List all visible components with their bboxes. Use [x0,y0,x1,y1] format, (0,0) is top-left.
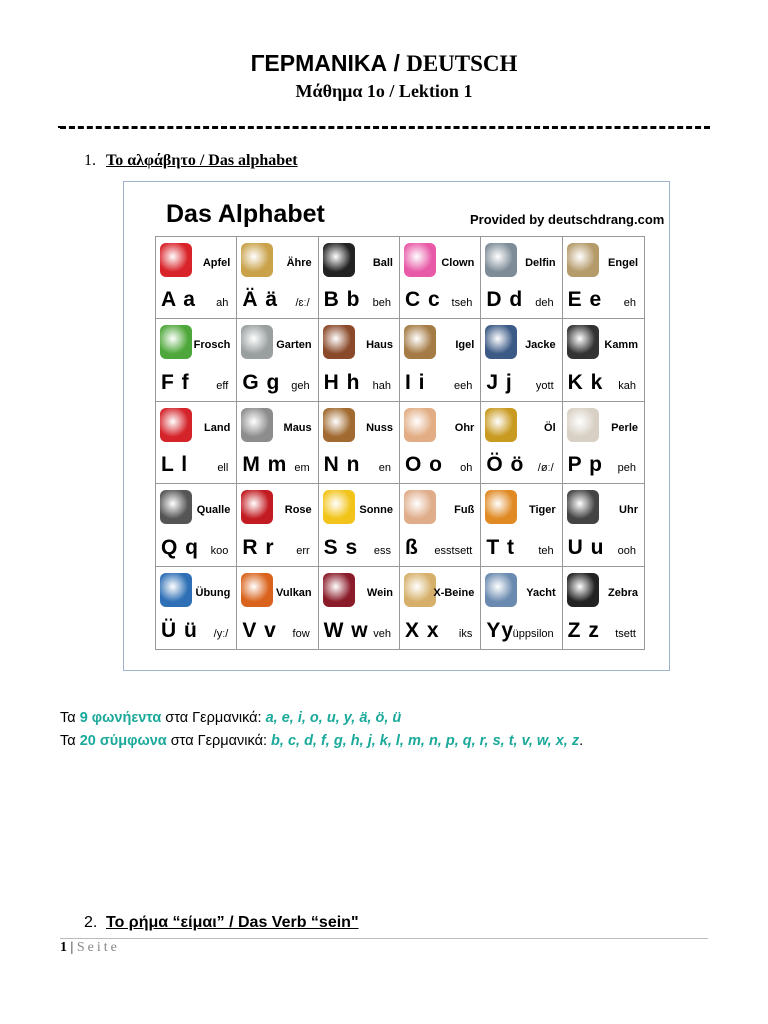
alphabet-cell [400,319,481,401]
cell-word: Tiger [528,504,556,517]
tiger-icon [485,490,517,524]
cell-pronunciation: fow [292,628,310,640]
cell-letters: Z z [567,619,600,642]
cell-letters: Q q [161,535,199,559]
alphabet-cell [319,319,400,401]
alphabet-credit: Provided by deutschdrang.com [470,212,665,227]
ear-icon [404,408,436,442]
frog-icon [160,325,192,359]
exercise-icon [160,573,192,607]
cell-pronunciation: koo [210,544,229,557]
alphabet-cell [156,402,237,484]
cell-word: Yacht [526,586,556,599]
cell-word: Igel [455,339,475,352]
cell-letters: G g [242,370,281,394]
consonants-prefix: Τα [60,733,80,749]
section-2-heading [84,914,359,932]
alphabet-cell [319,567,400,649]
cell-letters: W w [323,619,369,642]
vowels-middle: στα Γερμανικά: [161,710,266,726]
section-1-title: Το αλφάβητο / Das alphabet [106,152,298,169]
cell-pronunciation: ah [216,297,229,310]
alphabet-cell [481,567,562,649]
cell-pronunciation: yott [535,379,554,392]
document-title [0,50,768,77]
cell-word: Fuß [454,504,475,517]
cell-word: Sonne [359,504,393,517]
alphabet-cell [481,402,562,484]
title-greek: ΓΕΡΜΑΝΙΚΑ / [250,50,407,76]
cell-pronunciation: tsett [615,628,636,640]
cell-letters: A a [161,288,196,312]
cell-word: Rose [284,504,312,517]
comb-icon [567,325,599,359]
cell-letters: D d [486,288,524,312]
alphabet-cell [400,484,481,566]
cell-letters: H h [323,370,361,394]
oil-icon [485,408,517,442]
alphabet-chart-title: Das Alphabet [166,200,325,228]
cell-pronunciation: esstsett [434,544,473,557]
alphabet-cell [481,237,562,319]
alphabet-cell [563,319,644,401]
cell-pronunciation: veh [373,628,391,640]
cell-pronunciation: tseh [451,297,473,310]
cell-word: Jacke [525,339,556,352]
cell-word: Frosch [193,339,231,352]
cell-pronunciation: ooh [617,544,636,557]
cell-word: Garten [276,339,312,352]
alphabet-cell [319,484,400,566]
cell-word: Haus [366,339,393,352]
cell-pronunciation: üppsilon [512,628,554,640]
cell-word: Ohr [454,421,475,434]
cell-letters: O o [405,453,443,477]
cell-pronunciation: hah [372,379,391,392]
cell-pronunciation: err [296,544,310,557]
cell-letters: P p [567,453,603,477]
alphabet-cell [237,567,318,649]
page-footer [60,940,120,956]
mouse-icon [241,408,273,442]
section-1-number: 1. [84,152,96,169]
alphabet-cell [481,319,562,401]
cell-letters: I i [405,370,426,394]
cell-letters: K k [567,370,604,394]
hedgehog-icon [404,325,436,359]
cell-pronunciation: eh [623,297,636,310]
alphabet-cell [481,484,562,566]
cell-word: Ähre [286,257,312,269]
alphabet-cell [319,237,400,319]
clock-icon [567,490,599,524]
cell-pronunciation: en [378,462,391,475]
alphabet-cell [563,567,644,649]
cell-pronunciation: /yː/ [213,628,229,640]
volcano-icon [241,573,273,607]
consonants-end: . [579,733,584,749]
cell-pronunciation: ell [217,462,229,475]
cell-word: X-Beine [433,586,475,599]
cell-pronunciation: peh [617,462,636,475]
yacht-icon [485,573,517,607]
alphabet-grid [155,236,645,650]
germany-map-icon [160,408,192,442]
cell-letters: Yy [486,619,515,642]
cell-letters: C c [405,288,441,312]
cell-word: Apfel [202,257,231,269]
cell-word: Clown [441,257,475,269]
jellyfish-icon [160,490,192,524]
cell-pronunciation: beh [372,297,391,310]
page-number: 1 [60,940,67,955]
alphabet-cell [237,484,318,566]
house-icon [323,325,355,359]
cell-letters: X x [405,619,440,642]
alphabet-cell [237,319,318,401]
alphabet-cell [319,402,400,484]
cell-letters: U u [567,535,605,559]
pearl-icon [567,408,599,442]
clown-icon [404,243,436,277]
ball-icon [323,243,355,277]
cell-word: Land [204,421,231,434]
footer-separator: | [67,940,77,955]
cell-letters: R r [242,535,275,559]
cell-word: Wein [366,586,393,599]
alphabet-cell [156,567,237,649]
cell-word: Uhr [619,504,638,517]
cell-word: Übung [195,586,231,599]
foot-icon [404,490,436,524]
cell-pronunciation: deh [535,297,554,310]
section-2-title: Το ρήμα “είμαι” / Das Verb “sein" [106,914,359,931]
cell-letters: B b [323,288,361,312]
footer-label: Seite [76,940,120,955]
alphabet-cell [563,237,644,319]
alphabet-cell [400,567,481,649]
cell-word: Öl [544,421,556,434]
garden-icon [241,325,273,359]
alphabet-cell [156,319,237,401]
document-subtitle: Μάθημα 1ο / Lektion 1 [295,81,473,101]
cell-letters: F f [161,370,190,394]
alphabet-cell [563,484,644,566]
alphabet-cell [563,402,644,484]
title-german: DEUTSCH [406,51,518,76]
section-1-heading [84,152,298,170]
consonants-count: 20 σύμφωνα [79,733,167,749]
angel-icon [567,243,599,277]
cell-letters: V v [242,619,277,642]
cell-letters: Ä ä [242,288,279,312]
alphabet-cell [400,402,481,484]
vowels-list: a, e, i, o, u, y, ä, ö, ü [265,710,402,726]
cell-letters: N n [323,453,361,477]
alphabet-cell [237,237,318,319]
cell-word: Maus [283,421,312,434]
apple-icon [160,243,192,277]
alphabet-cell [156,237,237,319]
cell-pronunciation: iks [458,628,473,640]
alphabet-cell [156,484,237,566]
vowels-count: 9 φωνήεντα [79,710,162,726]
cell-pronunciation: kah [618,379,636,392]
cell-word: Zebra [608,586,638,599]
cell-pronunciation: oh [460,462,473,475]
jacket-icon [485,325,517,359]
cell-letters: M m [242,453,288,477]
vowels-prefix: Τα [60,710,80,726]
cell-letters: T t [486,535,515,559]
section-2-number: 2. [84,914,98,931]
consonants-list: b, c, d, f, g, h, j, k, l, m, n, p, q, r, s, t, v, w, x, z [271,733,580,749]
legs-icon [404,573,436,607]
nut-icon [323,408,355,442]
cell-letters: L l [161,453,189,477]
wine-icon [323,573,355,607]
vowels-line [60,710,401,726]
cell-word: Nuss [366,421,393,434]
wheat-icon [241,243,273,277]
cell-pronunciation: /øː/ [537,462,554,475]
alphabet-cell [237,402,318,484]
consonants-middle: στα Γερμανικά: [166,733,272,749]
cell-word: Vulkan [275,586,312,599]
dolphin-icon [485,243,517,277]
cell-pronunciation: teh [538,544,554,557]
cell-letters: Ö ö [486,453,525,477]
cell-word: Engel [608,257,638,269]
cell-word: Delfin [525,257,556,269]
dashed-divider [60,126,710,129]
cell-letters: ß [405,535,419,559]
alphabet-cell [400,237,481,319]
cell-word: Ball [372,257,393,269]
cell-word: Qualle [196,504,231,517]
cell-letters: Ü ü [161,619,198,642]
footer-rule [60,938,708,939]
cell-pronunciation: ess [373,544,391,557]
zebra-icon [567,573,599,607]
cell-letters: J j [486,370,513,394]
cell-pronunciation: eff [216,379,229,392]
cell-pronunciation: eeh [453,379,473,392]
cell-word: Kamm [604,339,638,352]
consonants-line [60,733,583,749]
cell-letters: E e [567,288,603,312]
cell-pronunciation: /ɛː/ [295,297,310,310]
cell-letters: S s [323,535,359,559]
sun-icon [323,490,355,524]
rose-icon [241,490,273,524]
cell-pronunciation: geh [291,379,310,392]
cell-pronunciation: em [294,462,310,475]
cell-word: Perle [611,421,638,434]
